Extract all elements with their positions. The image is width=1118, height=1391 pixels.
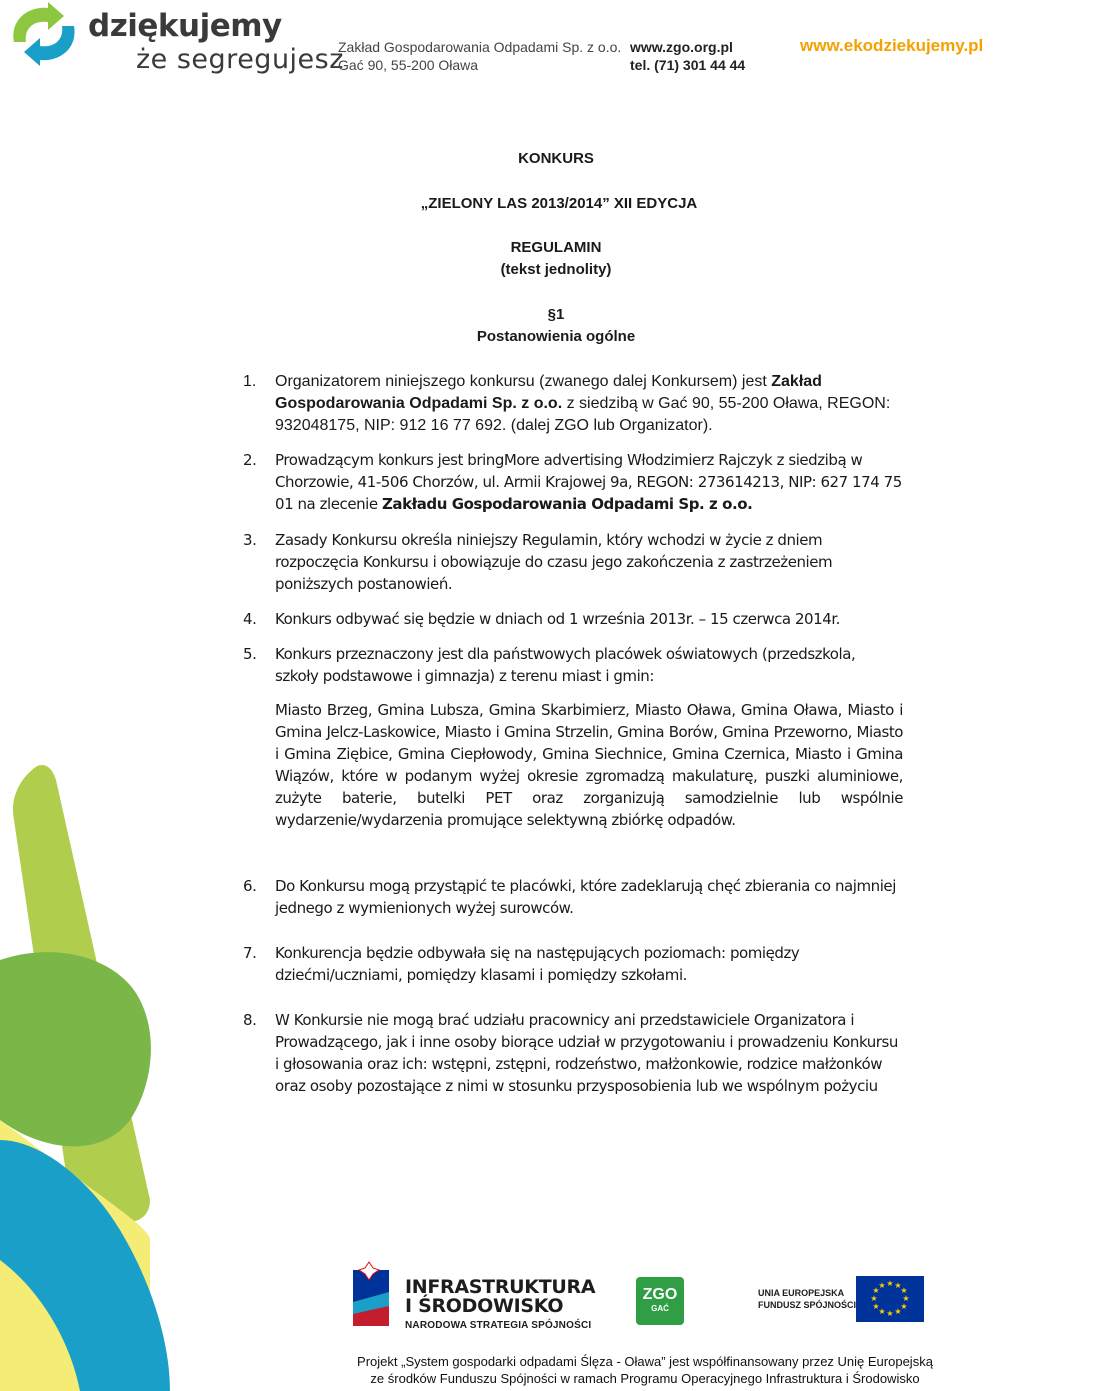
- item-text: Zasady Konkursu określa niniejszy Regulamin, który wchodzi w życie z dniem rozpoczęcia Konkursu i obowiązuje do czasu jego zakończenia z zastrzeżeniem poniższych postanowień.: [275, 531, 833, 593]
- company-name: Zakład Gospodarowania Odpadami Sp. z o.o.: [338, 39, 622, 55]
- item-text: Prowadzącym konkurs jest bringMore advertising Włodzimierz Rajczyk z siedzibą w Chorzowie, 41-506 Chorzów, ul.: [275, 451, 863, 491]
- heading-regulamin: REGULAMIN: [510, 239, 602, 256]
- item-text: W Konkursie nie mogą brać udziału pracownicy ani przedstawiciele Organizatora i Prowadzącego, jak i inne osoby biorące udział w przygotowaniu i prowadzeniu Konkursu i głosowania oraz ich: wstępni, zstępni, rodzeństwo, małżonkowie, rodzice małżonków oraz osoby pozostające z nimi w stosunku przysposobienia lub we wspólnym pożyciu: [275, 1011, 898, 1095]
- website-link[interactable]: www.zgo.org.pl: [630, 39, 733, 55]
- list-item: [243, 875, 903, 919]
- eu-line2: FUNDUSZ SPÓJNOŚCI: [758, 1300, 857, 1310]
- svg-text:★: ★: [900, 1286, 908, 1295]
- infrastructure-title: [405, 1278, 595, 1316]
- svg-text:★: ★: [894, 1281, 902, 1290]
- decorative-shapes: [0, 760, 220, 1391]
- zgo-logo: [636, 1277, 684, 1325]
- svg-text:★: ★: [894, 1307, 902, 1316]
- brand-logo-icon: [4, 2, 84, 66]
- item-text: Konkurs odbywać się będzie w dniach od 1 września 2013r. – 15 czerwca 2014r.: [275, 610, 840, 628]
- list-item: [243, 529, 903, 595]
- project-line2: ze środków Funduszu Spójności w ramach Programu Operacyjnego Infrastruktura i Środowisko: [370, 1371, 920, 1386]
- contact-info: [630, 38, 745, 74]
- phone-number: tel. (71) 301 44 44: [630, 57, 746, 73]
- svg-text:★: ★: [870, 1294, 878, 1303]
- item-number: 6.: [243, 877, 257, 895]
- brand-name: dziękujemy: [88, 8, 282, 44]
- item-number: 3.: [243, 531, 257, 549]
- svg-text:★: ★: [872, 1302, 880, 1311]
- list-item: [243, 942, 903, 986]
- paragraph-title: Postanowienia ogólne: [476, 328, 636, 345]
- heading-tekst-jednolity: (tekst jednolity): [500, 261, 612, 278]
- infrastructure-line2: I ŚRODOWISKO: [405, 1295, 564, 1317]
- company-address: [338, 38, 621, 74]
- heading-konkurs: KONKURS: [518, 150, 594, 167]
- project-line1: Projekt „System gospodarki odpadami Ślęza - Oława” jest współfinansowany przez Unię Europejską: [357, 1354, 933, 1369]
- eu-label: [758, 1287, 856, 1311]
- svg-text:★: ★: [878, 1281, 886, 1290]
- eu-flag-icon: [856, 1276, 924, 1327]
- company-location: Gać 90, 55-200 Oława: [338, 57, 479, 73]
- zgo-logo-text: ZGO: [642, 1286, 678, 1303]
- item-text-cont: z siedzibą w Gać 90, 55-200 Oława, REGON: 932048175, NIP: 912 16 77 692. (dalej ZGO lub Organizator).: [275, 395, 891, 434]
- item-text: Konkurencja będzie odbywała się na następujących poziomach: pomiędzy dziećmi/uczniami, pomiędzy klasami i pomiędzy szkołami.: [275, 944, 800, 984]
- svg-text:★: ★: [902, 1294, 910, 1303]
- zgo-logo-sub: GAĆ: [651, 1304, 669, 1313]
- item-number: 8.: [243, 1011, 257, 1029]
- list-item: [243, 643, 903, 831]
- eko-website-link[interactable]: www.ekodziekujemy.pl: [800, 36, 984, 55]
- infrastructure-logo-icon: [345, 1262, 395, 1332]
- strategy-label: NARODOWA STRATEGIA SPÓJNOŚCI: [405, 1320, 592, 1331]
- svg-text:★: ★: [878, 1307, 886, 1316]
- item-text: Do Konkursu mogą przystąpić te placówki, które zadeklarują chęć zbierania co najmniej jednego z wymienionych wyżej surowców.: [275, 877, 896, 917]
- item-number: 7.: [243, 944, 257, 962]
- svg-text:★: ★: [872, 1286, 880, 1295]
- item-number: 5.: [243, 645, 257, 663]
- item-number: 4.: [243, 610, 257, 628]
- infrastructure-line1: INFRASTRUKTURA: [405, 1276, 596, 1298]
- item-number: 2.: [243, 451, 257, 469]
- item-text: Konkurs przeznaczony jest dla państwowych placówek oświatowych (przedszkola, szkoły podstawowe i gimnazja) z terenu miast i gmin:: [275, 645, 856, 685]
- paragraph-number: §1: [547, 306, 565, 323]
- svg-text:★: ★: [886, 1309, 894, 1318]
- svg-text:★: ★: [886, 1279, 894, 1288]
- eu-line1: UNIA EUROPEJSKA: [758, 1288, 845, 1298]
- list-item: [243, 449, 903, 515]
- item-text-cont: Armii Krajowej 9a, REGON: 273614213, NIP: 627 174 75 01 na zlecenie: [275, 473, 902, 513]
- list-item: [243, 1009, 903, 1097]
- item-text: Organizatorem niniejszego konkursu (zwanego dalej Konkursem) jest: [275, 373, 772, 390]
- heading-contest-name: „ZIELONY LAS 2013/2014” XII EDYCJA: [420, 195, 698, 212]
- list-item: [243, 371, 903, 437]
- item-bold-text: Zakład Gospodarowania Odpadami Sp. z o.o.: [275, 373, 822, 412]
- item-number: 1.: [243, 373, 257, 390]
- item-municipalities: Miasto Brzeg, Gmina Lubsza, Gmina Skarbimierz, Miasto Oława, Gmina Oława, Miasto i Gmina Jelcz-Laskowice, Miasto i Gmina Strzelin, Gmina Borów, Gmina Przeworno, Miasto i Gmina Ziębice, Gmina Ciepłowody, Gmina Siechnice, Gmina Czernica, Miasto i Gmina Wiązów, które w podanym wyżej okresie zgromadzą makulaturę, puszki aluminiowe, zużyte baterie, butelki PET oraz zorganizują samodzielnie lub wspólnie wydarzenie/wydarzenia promujące selektywną zbiórkę odpadów.: [275, 701, 903, 829]
- svg-text:★: ★: [900, 1302, 908, 1311]
- item-bold-text: Zakładu Gospodarowania Odpadami Sp. z o.o.: [382, 495, 753, 513]
- brand-slogan: że segregujesz: [136, 44, 344, 75]
- list-item: [243, 608, 903, 630]
